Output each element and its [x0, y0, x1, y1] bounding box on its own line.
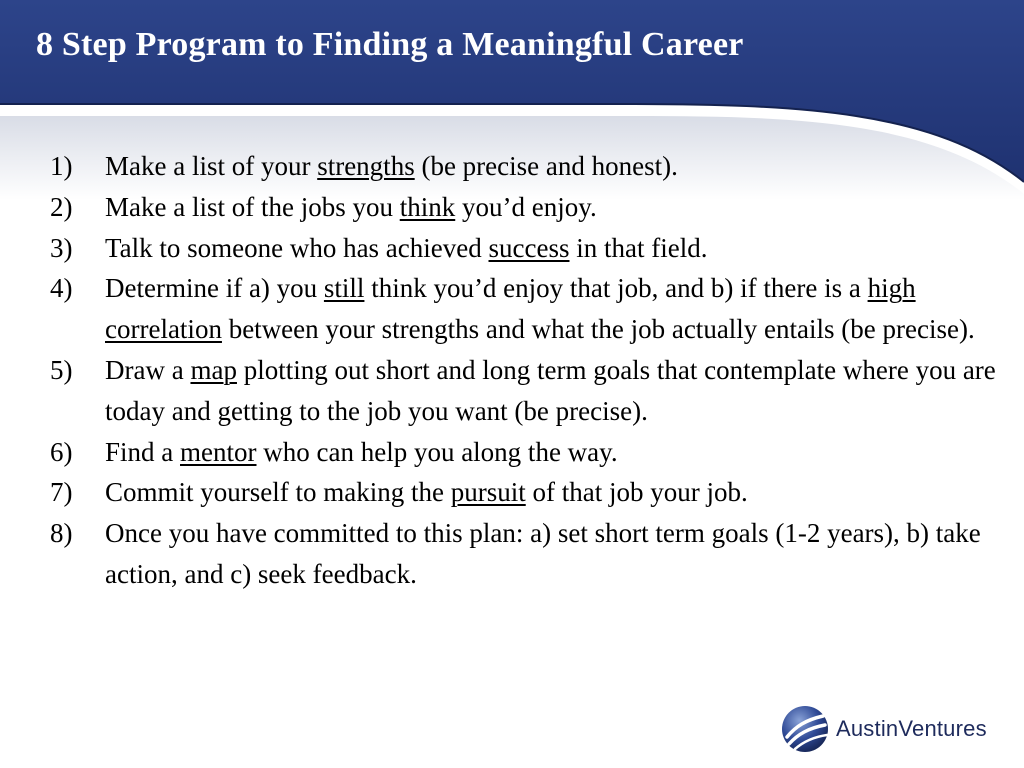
logo-text: AustinVentures [836, 716, 987, 741]
step-text: Once you have committed to this plan: a) set short term goals (1-2 years), b) take action, and c) seek feedback. [105, 518, 981, 589]
underlined-keyword: still [323, 273, 365, 304]
step-text: Commit yourself to making the [105, 477, 451, 508]
step-text: Make a list of the jobs you [105, 191, 400, 222]
underlined-keyword: strengths [317, 151, 415, 181]
list-item [50, 513, 1022, 595]
slide-title: 8 Step Program to Finding a Meaningful Career [36, 26, 744, 63]
step-text: Make a list of your [105, 151, 318, 181]
step-text: Determine if a) you [105, 273, 324, 304]
step-number: 5) [50, 354, 73, 385]
step-text: (be precise and honest). [414, 151, 678, 181]
step-number: 7) [50, 477, 73, 508]
step-text: Find a [105, 436, 181, 467]
step-text: in that field. [569, 232, 708, 263]
step-number: 3) [50, 232, 73, 263]
step-text: plotting out short and long term goals that contemplate where you are today and getting to the job you want (be precise). [105, 354, 996, 426]
step-number: 1) [50, 151, 73, 181]
step-text: Draw a [105, 354, 191, 385]
step-text: Talk to someone who has achieved [105, 232, 489, 263]
step-number: 8) [50, 518, 73, 549]
list-item [50, 432, 1022, 473]
list-item [50, 350, 1022, 432]
underlined-keyword: map [190, 354, 237, 385]
step-number: 4) [50, 273, 73, 304]
list-item [50, 146, 1022, 187]
step-number: 6) [50, 436, 73, 467]
list-item [50, 472, 1022, 513]
underlined-keyword: think [399, 191, 456, 222]
underlined-keyword: success [488, 232, 570, 263]
austin-ventures-logo [780, 702, 1000, 760]
list-item [50, 228, 1022, 269]
austin-ventures-globe-logo-icon [780, 704, 830, 754]
step-text: you’d enjoy. [455, 191, 597, 222]
step-text: think you’d enjoy that job, and b) if there is a [364, 273, 868, 304]
underlined-keyword: pursuit [450, 477, 526, 508]
step-number: 2) [50, 191, 73, 222]
list-item [50, 187, 1022, 228]
underlined-keyword: mentor [180, 436, 257, 467]
step-text: of that job your job. [525, 477, 748, 508]
list-item [50, 268, 1022, 350]
steps-list [50, 146, 1022, 595]
step-text: between your strengths and what the job actually entails (be precise). [221, 314, 975, 345]
underlined-keyword: high correlation [105, 273, 916, 345]
step-text: who can help you along the way. [256, 436, 618, 467]
